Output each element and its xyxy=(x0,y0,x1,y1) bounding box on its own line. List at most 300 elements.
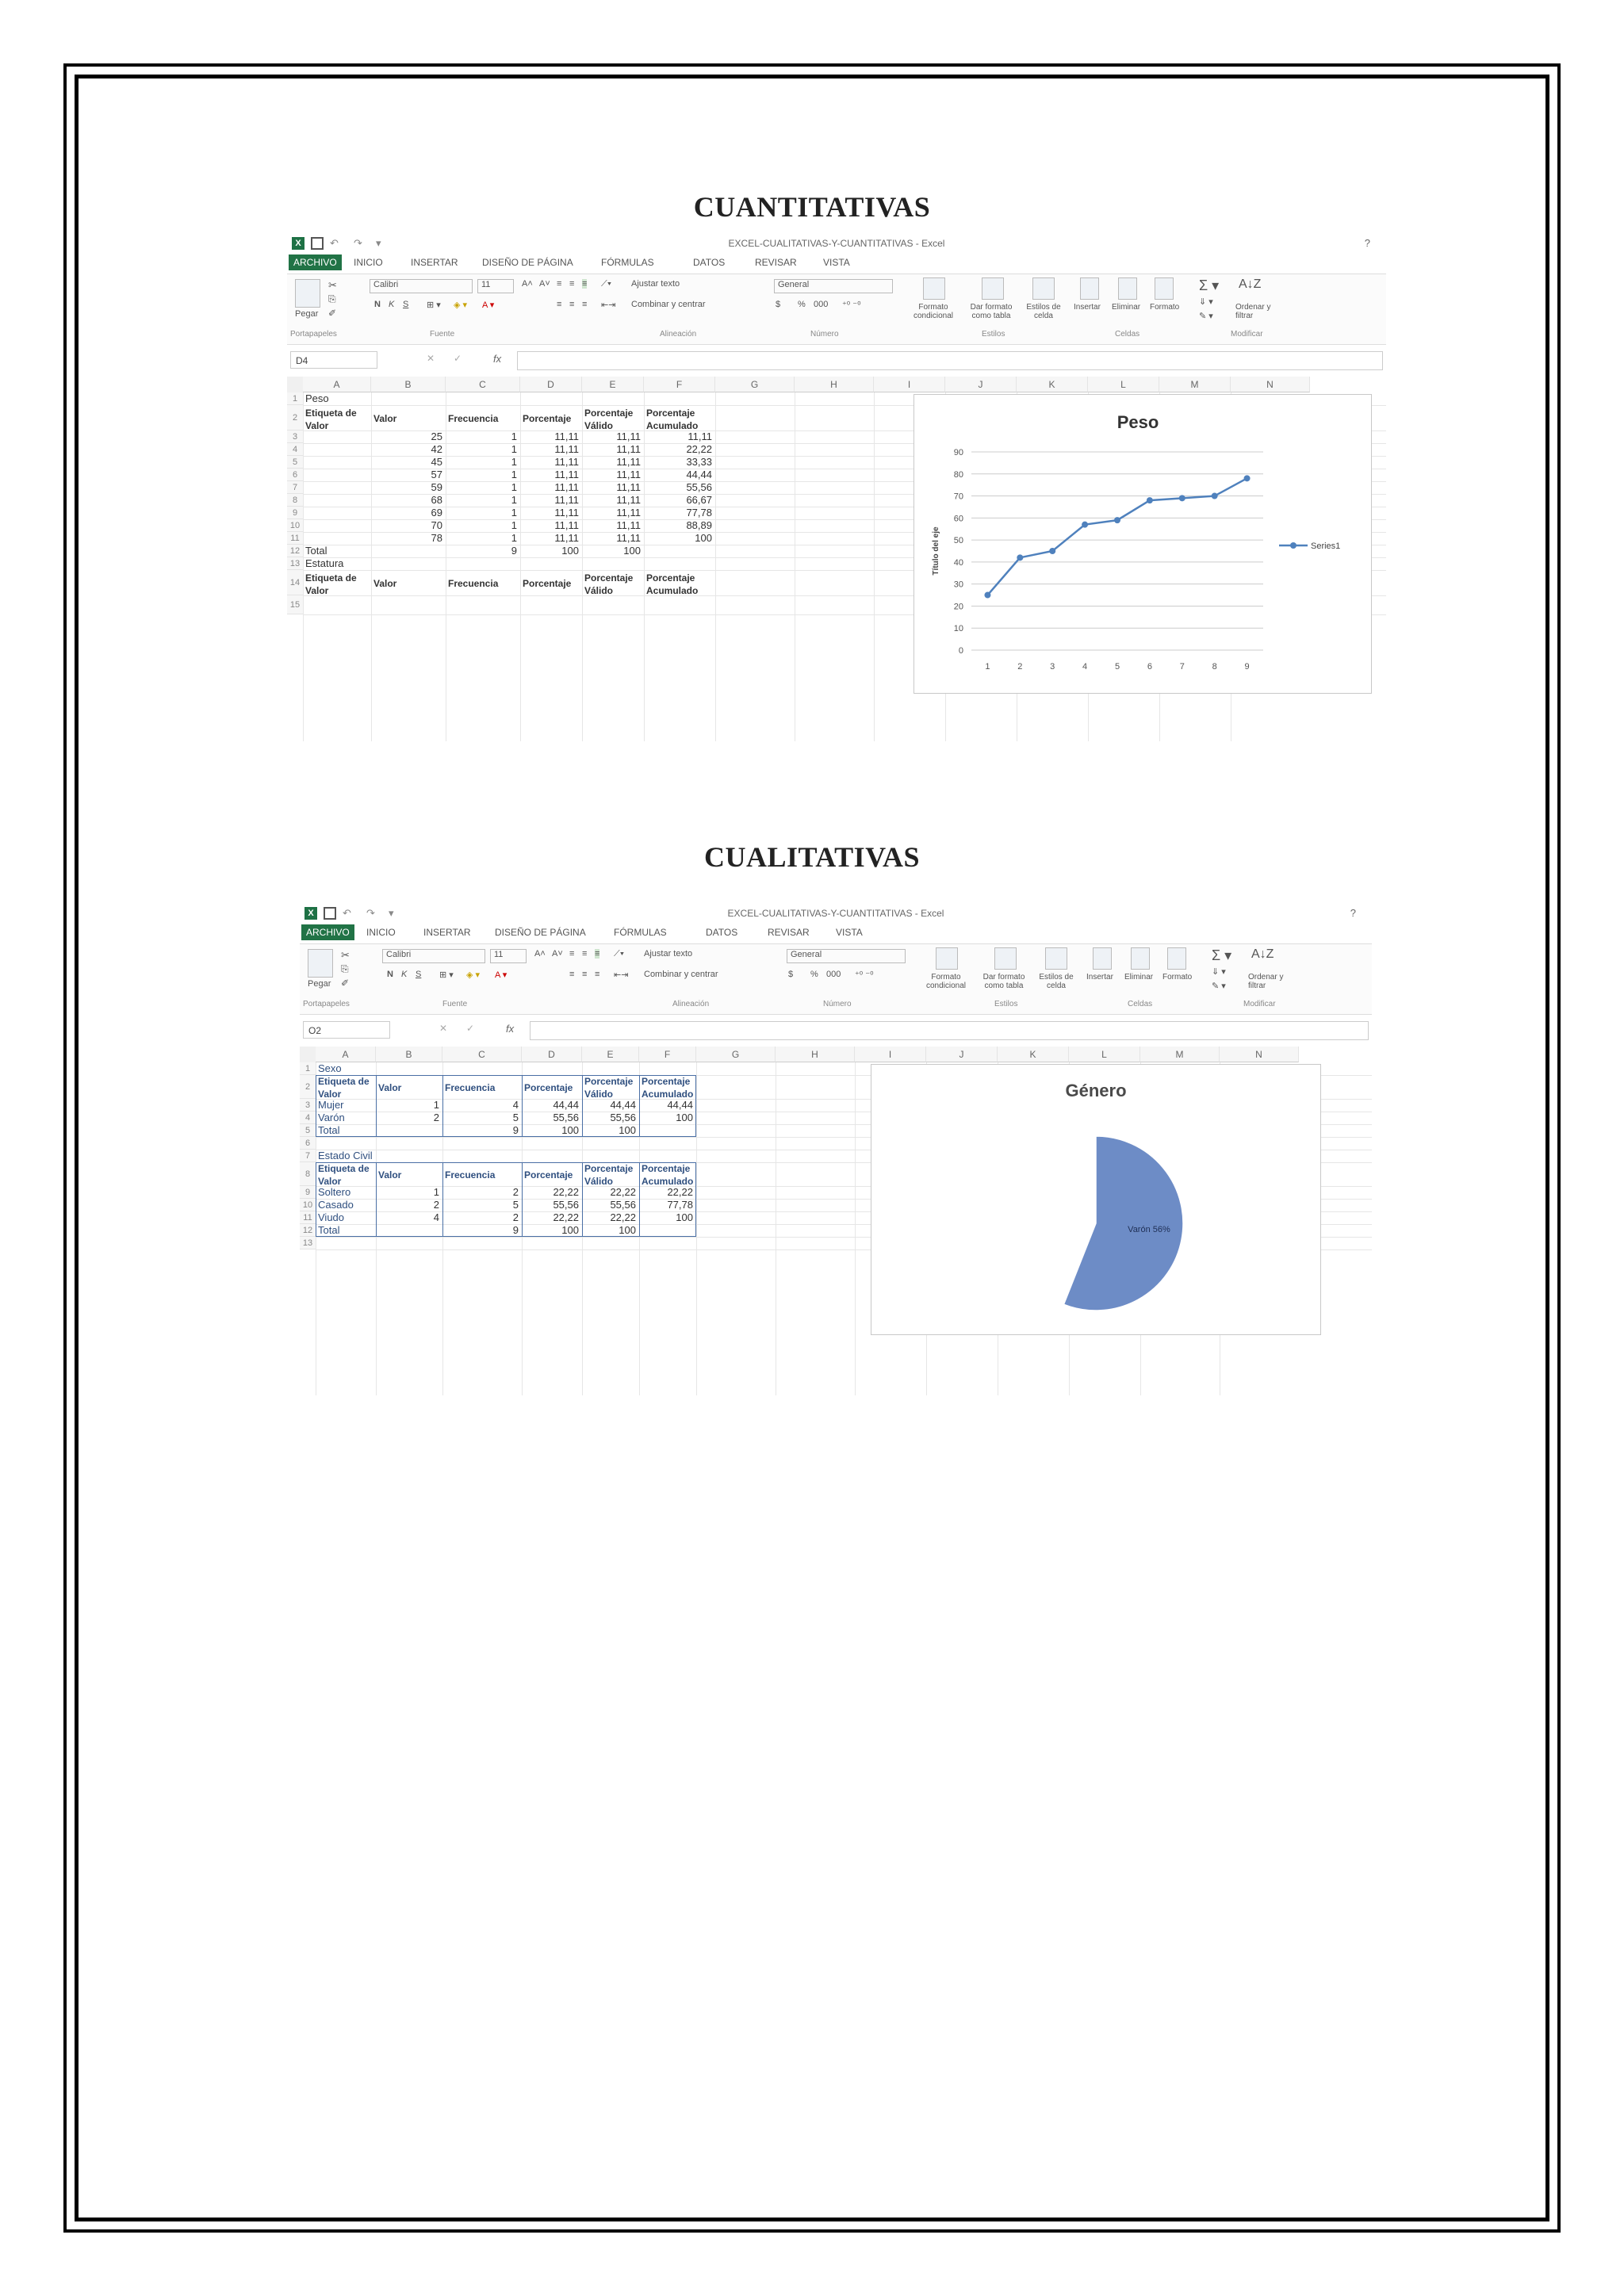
civil-total-porcentaje[interactable]: 100 xyxy=(561,1224,579,1236)
sexo-acumulado[interactable]: 100 xyxy=(676,1112,693,1123)
column-header-n[interactable]: N xyxy=(1220,1047,1299,1062)
cell-acumulado[interactable]: 77,78 xyxy=(686,507,712,519)
cut-icon[interactable]: ✂ xyxy=(328,279,337,291)
conditional-format-icon[interactable] xyxy=(936,947,958,970)
insert-function-icon[interactable]: fx xyxy=(506,1023,515,1035)
sort-filter-button[interactable]: Ordenar y filtrar xyxy=(1248,973,1284,990)
cell-porcentaje[interactable]: 11,11 xyxy=(554,443,579,455)
row-header[interactable]: 13 xyxy=(287,557,303,570)
align-middle-icon[interactable]: ≡ xyxy=(569,279,575,289)
copy-icon[interactable]: ⎘ xyxy=(341,963,349,974)
cell-acumulado[interactable]: 44,44 xyxy=(686,469,712,480)
cell-acumulado[interactable]: 100 xyxy=(695,532,712,544)
cell-valido[interactable]: 11,11 xyxy=(616,430,641,442)
tab-revisar[interactable]: REVISAR xyxy=(768,927,810,938)
sexo-valor[interactable]: 2 xyxy=(433,1112,439,1123)
grow-font-icon[interactable]: A˄ xyxy=(522,279,533,289)
cell-frecuencia[interactable]: 1 xyxy=(511,443,517,455)
merge-center-button[interactable]: Combinar y centrar xyxy=(631,300,706,309)
format-painter-icon[interactable]: ✐ xyxy=(328,308,337,319)
sexo-total-porcentaje[interactable]: 100 xyxy=(561,1124,579,1136)
cell-valor[interactable]: 57 xyxy=(431,469,442,480)
cell-frecuencia[interactable]: 1 xyxy=(511,469,517,480)
decimals-icon[interactable]: ⁺⁰ ⁻⁰ xyxy=(842,300,861,310)
civil-header-etiqueta[interactable]: Etiqueta de Valor xyxy=(318,1163,370,1186)
decimals-icon[interactable]: ⁺⁰ ⁻⁰ xyxy=(855,970,874,980)
align-bottom-icon[interactable]: ≡ xyxy=(595,949,600,959)
borders-icon[interactable]: ⊞ ▾ xyxy=(439,970,454,980)
italic-button[interactable]: K xyxy=(389,300,395,309)
cell-acumulado[interactable]: 22,22 xyxy=(686,443,712,455)
chart-peso[interactable] xyxy=(914,394,1372,694)
align-left-icon[interactable]: ≡ xyxy=(557,300,562,309)
format-cells-icon[interactable] xyxy=(1155,277,1174,300)
cell-porcentaje[interactable]: 11,11 xyxy=(554,430,579,442)
cell-valor[interactable]: 78 xyxy=(431,532,442,544)
row-header[interactable]: 8 xyxy=(287,494,303,507)
formula-input[interactable] xyxy=(517,351,1383,370)
cell-frecuencia[interactable]: 1 xyxy=(511,507,517,519)
column-header-f[interactable]: F xyxy=(644,377,715,392)
indent-icon[interactable]: ⇤⇥ xyxy=(601,300,616,310)
format-table-button[interactable]: Dar formato como tabla xyxy=(982,973,1025,990)
paste-icon[interactable] xyxy=(308,949,333,978)
cell-styles-button[interactable]: Estilos de celda xyxy=(1039,973,1074,990)
align-bottom-icon[interactable]: ≡ xyxy=(582,279,588,289)
cell-porcentaje[interactable]: 11,11 xyxy=(554,519,579,531)
enter-icon[interactable]: ✓ xyxy=(454,353,462,364)
format-cells-icon[interactable] xyxy=(1167,947,1186,970)
header-porcentaje[interactable]: Porcentaje xyxy=(523,413,572,424)
format-table-icon[interactable] xyxy=(982,277,1004,300)
merge-center-button[interactable]: Combinar y centrar xyxy=(644,970,718,979)
civil-header-acumulado[interactable]: Porcentaje Acumulado xyxy=(642,1163,694,1186)
tab-insertar[interactable]: INSERTAR xyxy=(423,927,471,938)
orientation-icon[interactable]: ⟋▾ xyxy=(601,279,612,289)
bold-button[interactable]: N xyxy=(374,300,381,309)
sexo-label[interactable]: Sexo xyxy=(318,1062,342,1074)
shrink-font-icon[interactable]: A˅ xyxy=(552,949,563,959)
copy-icon[interactable]: ⎘ xyxy=(328,293,336,304)
row-header[interactable]: 15 xyxy=(287,595,303,614)
cell-valor[interactable]: 42 xyxy=(431,443,442,455)
help-icon[interactable]: ? xyxy=(1350,907,1356,919)
sexo-total-valido[interactable]: 100 xyxy=(619,1124,636,1136)
font-name-select[interactable]: Calibri xyxy=(382,949,485,963)
row-header[interactable]: 11 xyxy=(287,532,303,545)
cell-acumulado[interactable]: 88,89 xyxy=(686,519,712,531)
row-header[interactable]: 11 xyxy=(300,1211,316,1224)
civil-header-valido[interactable]: Porcentaje Válido xyxy=(584,1163,634,1186)
chart-genero[interactable] xyxy=(871,1064,1321,1335)
cut-icon[interactable]: ✂ xyxy=(341,949,350,961)
thousands-button[interactable]: 000 xyxy=(814,300,829,309)
formula-input[interactable] xyxy=(530,1021,1369,1040)
customize-toolbar-icon[interactable]: ▾ xyxy=(376,237,381,249)
civil-frecuencia[interactable]: 2 xyxy=(512,1186,519,1198)
insert-cells-button[interactable]: Insertar xyxy=(1086,973,1113,982)
clear-icon[interactable]: ✎ ▾ xyxy=(1212,982,1226,991)
sexo-porcentaje[interactable]: 55,56 xyxy=(553,1112,579,1123)
civil-etiqueta[interactable]: Viudo xyxy=(318,1211,345,1223)
sexo-header-valor[interactable]: Valor xyxy=(378,1082,402,1093)
column-header-g[interactable]: G xyxy=(696,1047,776,1062)
font-size-select[interactable]: 11 xyxy=(490,949,527,963)
sexo-header-porcentaje[interactable]: Porcentaje xyxy=(524,1082,573,1093)
row-header[interactable]: 3 xyxy=(287,430,303,443)
header-etiqueta[interactable]: Etiqueta de Valor xyxy=(305,572,357,595)
wrap-text-button[interactable]: Ajustar texto xyxy=(631,279,680,289)
row-header[interactable]: 1 xyxy=(287,392,303,405)
insert-function-icon[interactable]: fx xyxy=(493,353,502,365)
align-center-icon[interactable]: ≡ xyxy=(569,300,575,309)
font-size-select[interactable]: 11 xyxy=(477,279,514,293)
autosum-icon[interactable]: Σ ▾ xyxy=(1199,277,1220,293)
undo-icon[interactable]: ↶ xyxy=(343,907,351,919)
undo-icon[interactable]: ↶ xyxy=(330,237,339,249)
tab-vista[interactable]: VISTA xyxy=(836,927,863,938)
enter-icon[interactable]: ✓ xyxy=(466,1023,475,1034)
paste-icon[interactable] xyxy=(295,279,320,308)
cell-estatura-label[interactable]: Estatura xyxy=(305,557,344,569)
cell-porcentaje[interactable]: 11,11 xyxy=(554,456,579,468)
civil-header-valor[interactable]: Valor xyxy=(378,1169,402,1181)
insert-cells-button[interactable]: Insertar xyxy=(1074,303,1101,312)
delete-cells-button[interactable]: Eliminar xyxy=(1124,973,1154,982)
column-header-i[interactable]: I xyxy=(874,377,945,392)
cell-frecuencia[interactable]: 1 xyxy=(511,481,517,493)
cell-valido[interactable]: 11,11 xyxy=(616,519,641,531)
sexo-porcentaje[interactable]: 44,44 xyxy=(553,1099,579,1111)
cell-styles-icon[interactable] xyxy=(1045,947,1067,970)
cell-porcentaje[interactable]: 11,11 xyxy=(554,494,579,506)
tab-frmulas[interactable]: FÓRMULAS xyxy=(614,927,667,938)
header-valor[interactable]: Valor xyxy=(373,413,397,424)
tab-datos[interactable]: DATOS xyxy=(706,927,738,938)
sexo-etiqueta[interactable]: Varón xyxy=(318,1112,345,1123)
font-name-select[interactable]: Calibri xyxy=(370,279,473,293)
cell-total-label[interactable]: Total xyxy=(305,545,327,557)
cell-porcentaje[interactable]: 11,11 xyxy=(554,469,579,480)
align-middle-icon[interactable]: ≡ xyxy=(582,949,588,959)
column-header-e[interactable]: E xyxy=(582,1047,639,1062)
civil-frecuencia[interactable]: 2 xyxy=(512,1211,519,1223)
italic-button[interactable]: K xyxy=(401,970,408,979)
column-header-j[interactable]: J xyxy=(926,1047,998,1062)
civil-valido[interactable]: 22,22 xyxy=(610,1186,636,1198)
sort-filter-button[interactable]: Ordenar y filtrar xyxy=(1235,303,1271,320)
civil-acumulado[interactable]: 77,78 xyxy=(667,1199,693,1211)
sexo-frecuencia[interactable]: 4 xyxy=(512,1099,519,1111)
format-table-icon[interactable] xyxy=(994,947,1017,970)
insert-cells-icon[interactable] xyxy=(1093,947,1112,970)
civil-header-frecuencia[interactable]: Frecuencia xyxy=(445,1169,496,1181)
select-all-corner[interactable] xyxy=(287,377,303,393)
cell-total-valido[interactable]: 100 xyxy=(623,545,641,557)
row-header[interactable]: 4 xyxy=(300,1112,316,1124)
sexo-acumulado[interactable]: 44,44 xyxy=(667,1099,693,1111)
insert-cells-icon[interactable] xyxy=(1080,277,1099,300)
align-top-icon[interactable]: ≡ xyxy=(569,949,575,959)
cell-porcentaje[interactable]: 11,11 xyxy=(554,532,579,544)
cell-frecuencia[interactable]: 1 xyxy=(511,494,517,506)
column-header-i[interactable]: I xyxy=(855,1047,926,1062)
cell-styles-button[interactable]: Estilos de celda xyxy=(1026,303,1061,320)
cell-valor[interactable]: 45 xyxy=(431,456,442,468)
number-format-select[interactable]: General xyxy=(774,279,893,293)
format-cells-button[interactable]: Formato xyxy=(1162,973,1193,982)
sexo-valido[interactable]: 44,44 xyxy=(610,1099,636,1111)
conditional-format-button[interactable]: Formato condicional xyxy=(925,973,967,990)
font-color-icon[interactable]: A ▾ xyxy=(482,300,495,310)
indent-icon[interactable]: ⇤⇥ xyxy=(614,970,629,980)
redo-icon[interactable]: ↷ xyxy=(354,237,362,249)
column-header-m[interactable]: M xyxy=(1159,377,1231,392)
cell-valor[interactable]: 69 xyxy=(431,507,442,519)
paste-label[interactable]: Pegar xyxy=(308,979,331,989)
cell-valido[interactable]: 11,11 xyxy=(616,494,641,506)
tab-frmulas[interactable]: FÓRMULAS xyxy=(601,257,654,268)
thousands-button[interactable]: 000 xyxy=(826,970,841,979)
paste-label[interactable]: Pegar xyxy=(295,309,319,319)
select-all-corner[interactable] xyxy=(300,1047,316,1063)
civil-valido[interactable]: 55,56 xyxy=(610,1199,636,1211)
column-header-j[interactable]: J xyxy=(945,377,1017,392)
row-header[interactable]: 13 xyxy=(300,1237,316,1249)
sexo-header-frecuencia[interactable]: Frecuencia xyxy=(445,1082,496,1093)
wrap-text-button[interactable]: Ajustar texto xyxy=(644,949,693,959)
cancel-icon[interactable]: ✕ xyxy=(427,353,435,364)
name-box[interactable]: D4 xyxy=(290,351,377,369)
cell-valido[interactable]: 11,11 xyxy=(616,532,641,544)
bold-button[interactable]: N xyxy=(387,970,393,979)
civil-valido[interactable]: 22,22 xyxy=(610,1211,636,1223)
autosum-icon[interactable]: Σ ▾ xyxy=(1212,947,1232,963)
cell-total-porcentaje[interactable]: 100 xyxy=(561,545,579,557)
civil-frecuencia[interactable]: 5 xyxy=(512,1199,519,1211)
cell-valido[interactable]: 11,11 xyxy=(616,507,641,519)
shrink-font-icon[interactable]: A˅ xyxy=(539,279,550,289)
sort-filter-icon[interactable]: A↓Z xyxy=(1251,947,1274,961)
cell-styles-icon[interactable] xyxy=(1032,277,1055,300)
format-painter-icon[interactable]: ✐ xyxy=(341,978,350,989)
tab-revisar[interactable]: REVISAR xyxy=(755,257,797,268)
column-header-g[interactable]: G xyxy=(715,377,795,392)
tab-diseodepgina[interactable]: DISEÑO DE PÁGINA xyxy=(495,927,586,938)
header-etiqueta[interactable]: Etiqueta de Valor xyxy=(305,408,357,430)
row-header[interactable]: 2 xyxy=(300,1075,316,1099)
civil-valor[interactable]: 2 xyxy=(433,1199,439,1211)
civil-total-valido[interactable]: 100 xyxy=(619,1224,636,1236)
tab-archivo[interactable]: ARCHIVO xyxy=(301,924,354,940)
header-acumulado[interactable]: Porcentaje Acumulado xyxy=(646,572,699,595)
sexo-valor[interactable]: 1 xyxy=(433,1099,439,1111)
civil-total-label[interactable]: Total xyxy=(318,1224,340,1236)
column-header-b[interactable]: B xyxy=(371,377,446,392)
column-header-a[interactable]: A xyxy=(316,1047,376,1062)
row-header[interactable]: 10 xyxy=(287,519,303,532)
column-header-c[interactable]: C xyxy=(442,1047,522,1062)
cell-frecuencia[interactable]: 1 xyxy=(511,532,517,544)
tab-archivo[interactable]: ARCHIVO xyxy=(289,254,342,270)
format-cells-button[interactable]: Formato xyxy=(1150,303,1180,312)
civil-porcentaje[interactable]: 55,56 xyxy=(553,1199,579,1211)
help-icon[interactable]: ? xyxy=(1364,237,1370,249)
civil-porcentaje[interactable]: 22,22 xyxy=(553,1186,579,1198)
header-valido[interactable]: Porcentaje Válido xyxy=(584,572,634,595)
civil-acumulado[interactable]: 22,22 xyxy=(667,1186,693,1198)
tab-vista[interactable]: VISTA xyxy=(823,257,850,268)
cell-acumulado[interactable]: 55,56 xyxy=(686,481,712,493)
delete-cells-button[interactable]: Eliminar xyxy=(1112,303,1141,312)
civil-etiqueta[interactable]: Soltero xyxy=(318,1186,351,1198)
borders-icon[interactable]: ⊞ ▾ xyxy=(427,300,441,310)
tab-datos[interactable]: DATOS xyxy=(693,257,726,268)
sexo-header-etiqueta[interactable]: Etiqueta de Valor xyxy=(318,1076,370,1099)
column-header-m[interactable]: M xyxy=(1140,1047,1220,1062)
row-header[interactable]: 9 xyxy=(300,1186,316,1199)
sexo-total-label[interactable]: Total xyxy=(318,1124,340,1136)
align-center-icon[interactable]: ≡ xyxy=(582,970,588,979)
sexo-frecuencia[interactable]: 5 xyxy=(512,1112,519,1123)
align-left-icon[interactable]: ≡ xyxy=(569,970,575,979)
row-header[interactable]: 9 xyxy=(287,507,303,519)
column-header-b[interactable]: B xyxy=(376,1047,442,1062)
cell-frecuencia[interactable]: 1 xyxy=(511,456,517,468)
column-header-d[interactable]: D xyxy=(522,1047,582,1062)
font-color-icon[interactable]: A ▾ xyxy=(495,970,508,980)
cell-valido[interactable]: 11,11 xyxy=(616,481,641,493)
civil-valor[interactable]: 4 xyxy=(433,1211,439,1223)
cell-valor[interactable]: 70 xyxy=(431,519,442,531)
cell-valor[interactable]: 59 xyxy=(431,481,442,493)
cell-valor[interactable]: 25 xyxy=(431,430,442,442)
civil-header-porcentaje[interactable]: Porcentaje xyxy=(524,1169,573,1181)
row-header[interactable]: 5 xyxy=(287,456,303,469)
civil-acumulado[interactable]: 100 xyxy=(676,1211,693,1223)
tab-inicio[interactable]: INICIO xyxy=(366,927,396,938)
currency-button[interactable]: $ xyxy=(788,970,794,979)
sexo-header-acumulado[interactable]: Porcentaje Acumulado xyxy=(642,1076,694,1099)
header-valido[interactable]: Porcentaje Válido xyxy=(584,408,634,430)
fill-icon[interactable]: ⇓ ▾ xyxy=(1199,297,1213,307)
cell-acumulado[interactable]: 11,11 xyxy=(688,430,712,442)
column-header-k[interactable]: K xyxy=(998,1047,1069,1062)
conditional-format-button[interactable]: Formato condicional xyxy=(913,303,954,320)
cell-porcentaje[interactable]: 11,11 xyxy=(554,481,579,493)
column-header-n[interactable]: N xyxy=(1231,377,1310,392)
sexo-etiqueta[interactable]: Mujer xyxy=(318,1099,344,1111)
row-header[interactable]: 12 xyxy=(287,545,303,557)
row-header[interactable]: 7 xyxy=(300,1150,316,1162)
sexo-valido[interactable]: 55,56 xyxy=(610,1112,636,1123)
fill-icon[interactable]: ⇓ ▾ xyxy=(1212,967,1226,977)
row-header[interactable]: 4 xyxy=(287,443,303,456)
cell-valido[interactable]: 11,11 xyxy=(616,443,641,455)
delete-cells-icon[interactable] xyxy=(1118,277,1137,300)
cell-valor[interactable]: 68 xyxy=(431,494,442,506)
grow-font-icon[interactable]: A˄ xyxy=(534,949,546,959)
header-frecuencia[interactable]: Frecuencia xyxy=(448,578,499,589)
civil-total-frecuencia[interactable]: 9 xyxy=(512,1224,519,1236)
row-header[interactable]: 6 xyxy=(300,1137,316,1150)
align-right-icon[interactable]: ≡ xyxy=(595,970,600,979)
number-format-select[interactable]: General xyxy=(787,949,906,963)
civil-label[interactable]: Estado Civil xyxy=(318,1150,373,1161)
header-acumulado[interactable]: Porcentaje Acumulado xyxy=(646,408,699,430)
column-header-l[interactable]: L xyxy=(1088,377,1159,392)
tab-diseodepgina[interactable]: DISEÑO DE PÁGINA xyxy=(482,257,573,268)
underline-button[interactable]: S xyxy=(403,300,409,309)
name-box[interactable]: O2 xyxy=(303,1021,390,1039)
column-header-e[interactable]: E xyxy=(582,377,644,392)
sexo-header-valido[interactable]: Porcentaje Válido xyxy=(584,1076,634,1099)
sort-filter-icon[interactable]: A↓Z xyxy=(1239,277,1262,291)
clear-icon[interactable]: ✎ ▾ xyxy=(1199,312,1213,321)
row-header[interactable]: 12 xyxy=(300,1224,316,1237)
format-table-button[interactable]: Dar formato como tabla xyxy=(970,303,1013,320)
civil-porcentaje[interactable]: 22,22 xyxy=(553,1211,579,1223)
tab-insertar[interactable]: INSERTAR xyxy=(411,257,458,268)
cell-acumulado[interactable]: 33,33 xyxy=(686,456,712,468)
delete-cells-icon[interactable] xyxy=(1131,947,1150,970)
row-header[interactable]: 14 xyxy=(287,570,303,595)
cell-valido[interactable]: 11,11 xyxy=(616,469,641,480)
tab-inicio[interactable]: INICIO xyxy=(354,257,383,268)
row-header[interactable]: 3 xyxy=(300,1099,316,1112)
cell-porcentaje[interactable]: 11,11 xyxy=(554,507,579,519)
redo-icon[interactable]: ↷ xyxy=(366,907,375,919)
underline-button[interactable]: S xyxy=(416,970,422,979)
align-right-icon[interactable]: ≡ xyxy=(582,300,588,309)
column-header-l[interactable]: L xyxy=(1069,1047,1140,1062)
percent-button[interactable]: % xyxy=(810,970,818,979)
fill-color-icon[interactable]: ◈ ▾ xyxy=(454,300,468,310)
column-header-d[interactable]: D xyxy=(520,377,582,392)
align-top-icon[interactable]: ≡ xyxy=(557,279,562,289)
row-header[interactable]: 10 xyxy=(300,1199,316,1211)
customize-toolbar-icon[interactable]: ▾ xyxy=(389,907,394,919)
header-valor[interactable]: Valor xyxy=(373,578,397,589)
column-header-h[interactable]: H xyxy=(776,1047,855,1062)
civil-etiqueta[interactable]: Casado xyxy=(318,1199,354,1211)
row-header[interactable]: 7 xyxy=(287,481,303,494)
row-header[interactable]: 8 xyxy=(300,1162,316,1186)
column-header-k[interactable]: K xyxy=(1017,377,1088,392)
cell-peso-label[interactable]: Peso xyxy=(305,392,329,404)
row-header[interactable]: 1 xyxy=(300,1062,316,1075)
column-header-f[interactable]: F xyxy=(639,1047,696,1062)
column-header-c[interactable]: C xyxy=(446,377,520,392)
currency-button[interactable]: $ xyxy=(776,300,781,309)
cell-total-frecuencia[interactable]: 9 xyxy=(511,545,517,557)
row-header[interactable]: 5 xyxy=(300,1124,316,1137)
cell-frecuencia[interactable]: 1 xyxy=(511,430,517,442)
header-frecuencia[interactable]: Frecuencia xyxy=(448,413,499,424)
sexo-total-frecuencia[interactable]: 9 xyxy=(512,1124,519,1136)
fill-color-icon[interactable]: ◈ ▾ xyxy=(466,970,481,980)
orientation-icon[interactable]: ⟋▾ xyxy=(614,949,625,959)
civil-valor[interactable]: 1 xyxy=(433,1186,439,1198)
percent-button[interactable]: % xyxy=(798,300,806,309)
header-porcentaje[interactable]: Porcentaje xyxy=(523,578,572,589)
cell-frecuencia[interactable]: 1 xyxy=(511,519,517,531)
cell-acumulado[interactable]: 66,67 xyxy=(686,494,712,506)
column-header-a[interactable]: A xyxy=(303,377,371,392)
cancel-icon[interactable]: ✕ xyxy=(439,1023,448,1034)
row-header[interactable]: 6 xyxy=(287,469,303,481)
conditional-format-icon[interactable] xyxy=(923,277,945,300)
